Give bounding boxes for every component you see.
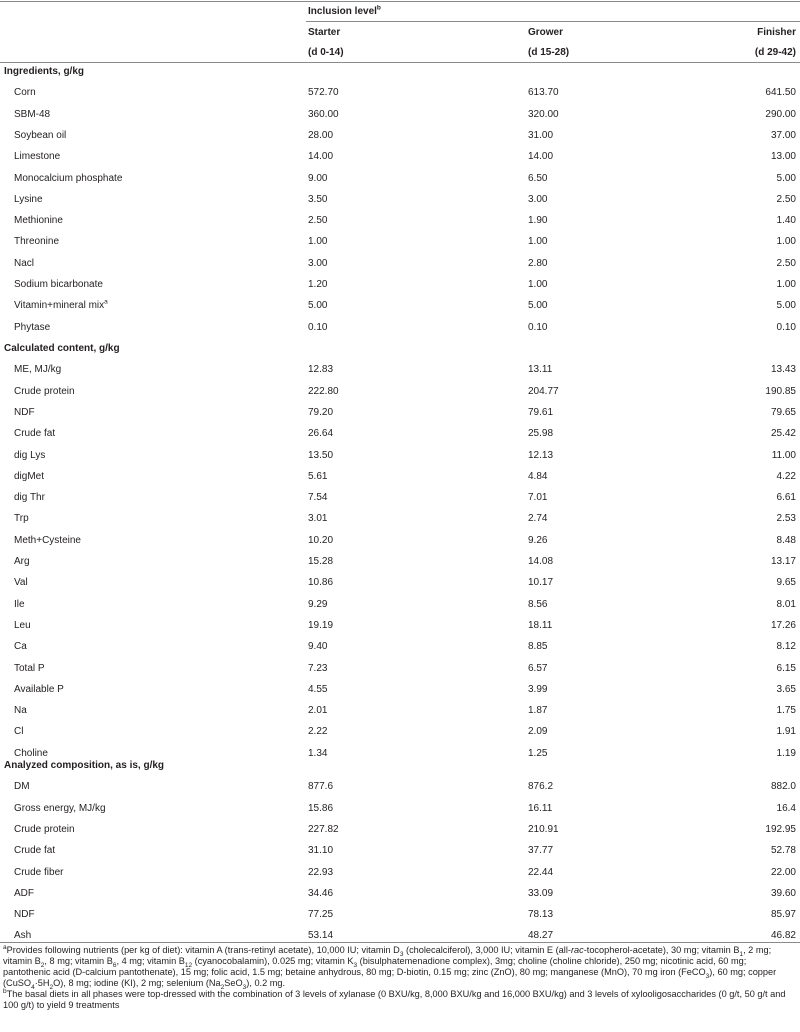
cell-grower: 33.09 [528, 888, 554, 899]
row-label: Na [14, 705, 27, 716]
cell-starter: 26.64 [308, 428, 334, 439]
row-label: Crude protein [14, 386, 75, 397]
cell-grower: 876.2 [528, 781, 554, 792]
cell-finisher: 22.00 [770, 867, 796, 878]
row-label: Val [14, 577, 28, 588]
cell-finisher: 39.60 [770, 888, 796, 899]
cell-finisher: 8.48 [776, 535, 796, 546]
cell-finisher: 25.42 [770, 428, 796, 439]
cell-grower: 1.00 [528, 279, 548, 290]
cell-finisher: 6.15 [776, 663, 796, 674]
row-label: Soybean oil [14, 130, 67, 141]
row-label: Nacl [14, 258, 35, 269]
cell-finisher: 52.78 [770, 845, 796, 856]
cell-starter: 15.86 [308, 803, 334, 814]
col-header-grower: Grower [528, 27, 564, 38]
section-title: Calculated content, g/kg [4, 343, 120, 354]
row-label: ADF [14, 888, 34, 899]
cell-grower: 9.26 [528, 535, 548, 546]
cell-starter: 1.00 [308, 236, 328, 247]
cell-finisher: 1.00 [776, 279, 796, 290]
cell-grower: 10.17 [528, 577, 554, 588]
cell-grower: 3.99 [528, 684, 548, 695]
col-header-finisher: Finisher [757, 27, 796, 38]
cell-grower: 6.57 [528, 663, 548, 674]
cell-starter: 3.00 [308, 258, 328, 269]
row-label: Phytase [14, 322, 51, 333]
cell-grower: 31.00 [528, 130, 554, 141]
row-label: Crude fiber [14, 867, 64, 878]
cell-starter: 22.93 [308, 867, 334, 878]
table-footnotes [3, 945, 795, 1011]
row-label: Monocalcium phosphate [14, 173, 123, 184]
cell-grower: 8.56 [528, 599, 548, 610]
cell-grower: 2.09 [528, 726, 548, 737]
cell-finisher: 1.19 [776, 748, 796, 759]
row-label: Methionine [14, 215, 63, 226]
cell-starter: 31.10 [308, 845, 334, 856]
col-header-starter: Starter [308, 27, 341, 38]
cell-starter: 15.28 [308, 556, 334, 567]
section-title: Analyzed composition, as is, g/kg [4, 760, 165, 771]
cell-finisher: 882.0 [770, 781, 796, 792]
inclusion-level-rule [306, 21, 800, 22]
cell-finisher: 2.50 [776, 194, 796, 205]
cell-finisher: 13.00 [770, 151, 796, 162]
cell-starter: 0.10 [308, 322, 328, 333]
cell-finisher: 13.17 [770, 556, 796, 567]
cell-grower: 0.10 [528, 322, 548, 333]
cell-finisher: 0.10 [776, 322, 796, 333]
cell-finisher: 2.53 [776, 513, 796, 524]
section-title: Ingredients, g/kg [4, 66, 85, 77]
cell-finisher: 1.91 [776, 726, 796, 737]
cell-grower: 5.00 [528, 300, 548, 311]
cell-grower: 1.90 [528, 215, 548, 226]
cell-grower: 13.11 [528, 364, 553, 375]
table-bottom-rule [0, 942, 800, 943]
row-label: Ile [14, 599, 25, 610]
row-label: NDF [14, 407, 35, 418]
cell-grower: 613.70 [528, 87, 559, 98]
cell-grower: 204.77 [528, 386, 559, 397]
cell-grower: 8.85 [528, 641, 548, 652]
cell-finisher: 290.00 [765, 109, 796, 120]
cell-grower: 18.11 [528, 620, 553, 631]
cell-finisher: 5.00 [776, 173, 796, 184]
cell-grower: 210.91 [528, 824, 559, 835]
cell-starter: 3.50 [308, 194, 328, 205]
inclusion-level-header: Inclusion level$^b$ [308, 4, 381, 17]
row-label: Cl [14, 726, 24, 737]
cell-starter: 14.00 [308, 151, 334, 162]
row-label: Available P [14, 684, 64, 695]
row-label: Trp [14, 513, 29, 524]
cell-finisher: 1.40 [776, 215, 796, 226]
cell-finisher: 8.01 [776, 599, 796, 610]
cell-grower: 1.25 [528, 748, 548, 759]
row-label: Crude protein [14, 824, 75, 835]
cell-starter: 360.00 [308, 109, 339, 120]
table-top-rule [0, 1, 800, 2]
row-label: Crude fat [14, 845, 56, 856]
cell-grower: 14.08 [528, 556, 554, 567]
cell-finisher: 1.00 [776, 236, 796, 247]
cell-starter: 79.20 [308, 407, 334, 418]
footnote-a: $^a$Provides following nutrients (per kg of diet): vitamin A (trans-retinyl acetate), 10,000 IU; vitamin $D_3$ (cholecalciferol), 3,000 IU; vitamin E (all-rac-tocopherol-acetate), 30 mg; vitamin $B_1$, 2 mg; vitamin $B_2$, 8 mg; vitamin $B_6$, 4 mg; vitamin $B_{12}$ (cyanocobalamin), 0.025 mg; vitamin $K_3$ (bisulphatemenadione complex), 3mg; choline (choline chloride), 250 mg; nicotinic acid, 60 mg; pantothenic acid (D-calcium pantothenate), 15 mg; folic acid, 1.5 mg; betaine anhydrous, 80 mg; D-biotin, 0.15 mg; zinc (ZnO), 80 mg; manganese (MnO), 70 mg iron (FeCO$_3$), 60 mg; copper $(CuSO_4\cdot 5H_2O)$, 8 mg; iodine (KI), 2 mg; selenium $(Na_2SeO_3)$, 0.2 mg. [3, 943, 777, 991]
cell-grower: 48.27 [528, 930, 554, 941]
col-days-finisher: (d 29-42) [754, 47, 796, 58]
cell-finisher: 190.85 [765, 386, 796, 397]
cell-grower: 14.00 [528, 151, 554, 162]
cell-finisher: 3.65 [776, 684, 796, 695]
cell-starter: 572.70 [308, 87, 339, 98]
row-label: Meth+Cysteine [14, 535, 81, 546]
cell-grower: 320.00 [528, 109, 559, 120]
row-label: Arg [14, 556, 30, 567]
col-days-grower: (d 15-28) [528, 47, 570, 58]
row-label: dig Lys [14, 450, 46, 461]
cell-starter: 2.22 [308, 726, 328, 737]
cell-finisher: 6.61 [776, 492, 796, 503]
cell-finisher: 46.82 [770, 930, 796, 941]
cell-starter: 3.01 [308, 513, 328, 524]
row-label: Lysine [14, 194, 43, 205]
row-label: Vitamin+mineral mix$^a$ [14, 298, 108, 311]
cell-starter: 10.20 [308, 535, 334, 546]
cell-starter: 53.14 [308, 930, 334, 941]
cell-starter: 12.83 [308, 364, 334, 375]
row-label: NDF [14, 909, 35, 920]
cell-finisher: 2.50 [776, 258, 796, 269]
cell-starter: 9.40 [308, 641, 328, 652]
cell-grower: 37.77 [528, 845, 554, 856]
row-label: ME, MJ/kg [14, 364, 62, 375]
footnote-b: $^b$The basal diets in all phases were top-dressed with the combination of 3 levels of xylanase (0 BXU/kg, 8,000 BXU/kg and 16,000 BXU/kg) and 3 levels of xylooligosaccharides (0 g/t, 50 g/t and 100 g/t) to yield 9 treatments [3, 987, 786, 1010]
cell-starter: 28.00 [308, 130, 334, 141]
cell-finisher: 11.00 [771, 450, 796, 461]
cell-starter: 7.54 [308, 492, 328, 503]
cell-starter: 9.29 [308, 599, 328, 610]
header-bottom-rule [0, 62, 800, 63]
cell-finisher: 37.00 [770, 130, 796, 141]
cell-finisher: 16.4 [776, 803, 796, 814]
cell-grower: 12.13 [528, 450, 554, 461]
cell-grower: 2.80 [528, 258, 548, 269]
cell-grower: 22.44 [528, 867, 554, 878]
row-label: SBM-48 [14, 109, 51, 120]
cell-finisher: 17.26 [770, 620, 796, 631]
cell-starter: 9.00 [308, 173, 328, 184]
cell-starter: 34.46 [308, 888, 334, 899]
cell-starter: 19.19 [308, 620, 334, 631]
cell-starter: 1.20 [308, 279, 328, 290]
cell-starter: 2.01 [308, 705, 328, 716]
row-label: Limestone [14, 151, 61, 162]
cell-finisher: 13.43 [770, 364, 796, 375]
cell-grower: 78.13 [528, 909, 554, 920]
cell-finisher: 192.95 [765, 824, 796, 835]
cell-grower: 25.98 [528, 428, 554, 439]
cell-starter: 77.25 [308, 909, 334, 920]
cell-finisher: 9.65 [776, 577, 796, 588]
row-label: Gross energy, MJ/kg [14, 803, 106, 814]
cell-finisher: 5.00 [776, 300, 796, 311]
cell-finisher: 1.75 [776, 705, 796, 716]
cell-starter: 7.23 [308, 663, 328, 674]
cell-starter: 4.55 [308, 684, 328, 695]
cell-finisher: 641.50 [765, 87, 796, 98]
cell-grower: 6.50 [528, 173, 548, 184]
row-label: DM [14, 781, 30, 792]
cell-finisher: 4.22 [776, 471, 796, 482]
col-days-starter: (d 0-14) [308, 47, 344, 58]
cell-finisher: 8.12 [776, 641, 796, 652]
row-label: Corn [14, 87, 36, 98]
row-label: Choline [14, 748, 48, 759]
row-label: Threonine [14, 236, 60, 247]
row-label: Sodium bicarbonate [14, 279, 103, 290]
cell-grower: 1.87 [528, 705, 548, 716]
cell-starter: 1.34 [308, 748, 328, 759]
row-label: digMet [14, 471, 45, 482]
cell-finisher: 79.65 [770, 407, 796, 418]
cell-grower: 2.74 [528, 513, 548, 524]
row-label: Leu [14, 620, 31, 631]
cell-starter: 5.00 [308, 300, 328, 311]
cell-starter: 227.82 [308, 824, 339, 835]
cell-starter: 222.80 [308, 386, 339, 397]
cell-grower: 3.00 [528, 194, 548, 205]
cell-starter: 2.50 [308, 215, 328, 226]
cell-grower: 1.00 [528, 236, 548, 247]
cell-starter: 877.6 [308, 781, 334, 792]
cell-grower: 79.61 [528, 407, 554, 418]
cell-starter: 5.61 [308, 471, 328, 482]
row-label: Ca [14, 641, 27, 652]
row-label: Ash [14, 930, 32, 941]
cell-finisher: 85.97 [770, 909, 796, 920]
cell-grower: 7.01 [528, 492, 548, 503]
cell-starter: 13.50 [308, 450, 334, 461]
cell-starter: 10.86 [308, 577, 334, 588]
row-label: Crude fat [14, 428, 56, 439]
cell-grower: 16.11 [528, 803, 553, 814]
row-label: dig Thr [14, 492, 45, 503]
footnote-a-text: Provides following nutrients (per kg of diet): vitamin A (trans-retinyl acetate), 10,000 IU; vitamin $D_3$ (cholecalciferol), 3,000 IU; vitamin E (all-rac-tocopherol-acetate), 30 mg; vitamin $B_1$, 2 mg; vitamin $B_2$, 8 mg; vitamin $B_6$, 4 mg; vitamin $B_{12}$ (cyanocobalamin), 0.025 mg; vitamin $K_3$ (bisulphatemenadione complex), 3mg; choline (choline chloride), 250 mg; nicotinic acid, 60 mg; pantothenic acid (D-calcium pantothenate), 15 mg; folic acid, 1.5 mg; betaine anhydrous, 80 mg; D-biotin, 0.15 mg; zinc (ZnO), 80 mg; manganese (MnO), 70 mg iron (FeCO$_3$), 60 mg; copper $(CuSO_4\cdot 5H_2O)$, 8 mg; iodine (KI), 2 mg; selenium $(Na_2SeO_3)$, 0.2 mg. [3, 945, 777, 991]
row-label: Total P [14, 663, 45, 674]
cell-grower: 4.84 [528, 471, 548, 482]
